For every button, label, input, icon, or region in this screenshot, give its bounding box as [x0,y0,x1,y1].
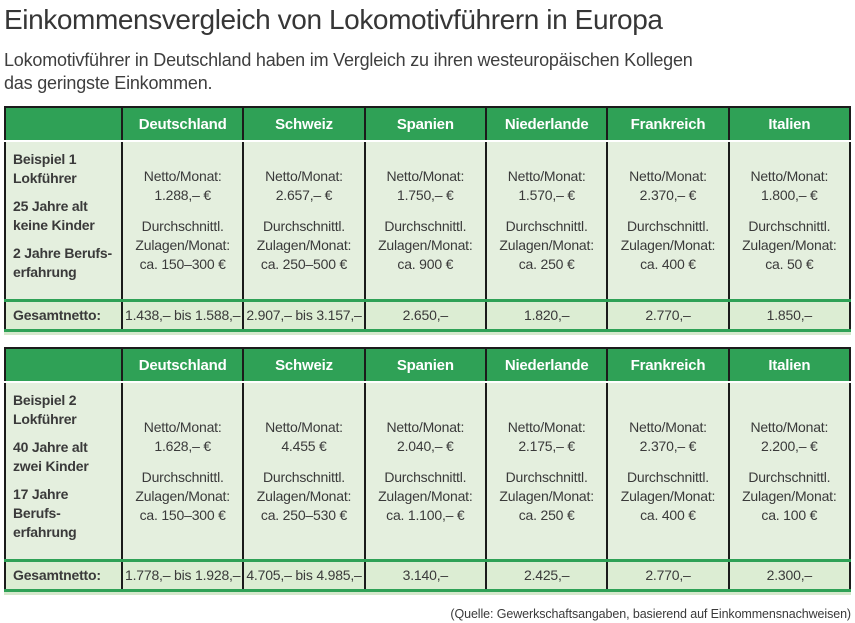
zulagen-label: Zulagen/Monat: [256,237,352,253]
country-data-cell-schweiz [243,141,364,301]
total-row [5,301,850,331]
profile-line: Lokführer [13,170,77,186]
profile-group [13,485,117,542]
source-note: (Quelle: Gewerkschaftsangaben, basierend auf Einkommensnachweisen) [450,607,851,621]
netto-value: 2.657,– € [275,187,333,203]
zulagen-label: Zulagen/Monat: [742,237,837,253]
profile-group [13,197,117,235]
income-table [4,106,851,332]
netto-value: 1.628,– € [154,437,211,454]
zulagen-value: ca. 400 € [640,506,696,523]
total-value-deutschland: 1.778,– bis 1.928,– [122,561,243,591]
zulagen-value: ca. 1.100,– € [386,506,465,523]
profile-line: erfahrung [13,264,77,280]
netto-value: 1.570,– € [518,187,575,203]
netto-label: Netto/Monat: [750,168,829,184]
netto-value: 4.455 € [281,437,327,454]
country-data-cell-spanien [365,141,486,301]
total-value-frankreich: 2.770,– [607,561,728,591]
zulagen-label: Zulagen/Monat: [135,487,230,504]
total-value-italien: 1.850,– [729,301,850,331]
total-value-deutschland: 1.438,– bis 1.588,– [122,301,243,331]
zulagen-label: Durchschnittl. [748,218,831,234]
netto-label: Netto/Monat: [750,418,829,435]
cell-spacer [610,205,725,217]
column-header-schweiz: Schweiz [243,107,364,141]
column-header-frankreich: Frankreich [607,107,728,141]
zulagen-label: Zulagen/Monat: [378,487,473,504]
total-row [5,561,850,591]
total-label: Gesamtnetto: [5,561,122,591]
profile-line: Beispiel 1 [13,151,77,167]
zulagen-label: Zulagen/Monat: [620,487,716,504]
country-data-cell-schweiz [243,382,364,561]
zulagen-label: Durchschnittl. [626,468,709,485]
netto-value: 1.750,– € [397,187,454,203]
zulagen-label: Durchschnittl. [262,218,345,234]
income-table-beispiel-1 [4,106,851,332]
zulagen-value: ca. 250 € [518,506,575,523]
column-header-frankreich: Frankreich [607,348,728,382]
netto-value: 1.800,– € [761,187,818,203]
zulagen-value: ca. 150–300 € [139,256,226,272]
column-header-niederlande: Niederlande [486,348,607,382]
total-value-italien: 2.300,– [729,561,850,591]
income-table-beispiel-2 [4,347,851,592]
column-header-spanien: Spanien [365,107,486,141]
zulagen-label: Zulagen/Monat: [499,237,594,253]
profile-group [13,150,117,188]
country-data-cell-deutschland [122,141,243,301]
cell-spacer [732,456,847,468]
zulagen-label: Durchschnittl. [505,218,588,234]
zulagen-value: ca. 250 € [518,256,575,272]
netto-label: Netto/Monat: [507,168,586,184]
profile-line: 2 Jahre Berufs- [13,245,112,261]
total-value-spanien: 3.140,– [365,561,486,591]
country-data-cell-niederlande [486,141,607,301]
total-value-schweiz: 4.705,– bis 4.985,– [243,561,364,591]
column-header-italien: Italien [729,107,850,141]
zulagen-label: Durchschnittl. [384,218,467,234]
zulagen-label: Durchschnittl. [262,468,345,485]
total-value-schweiz: 2.907,– bis 3.157,– [243,301,364,331]
cell-spacer [368,456,483,468]
column-header-italien: Italien [729,348,850,382]
zulagen-label: Durchschnittl. [748,468,831,485]
subtitle [4,49,851,95]
profile-line: Lokführer [13,411,77,427]
cell-spacer [610,456,725,468]
netto-label: Netto/Monat: [265,168,343,184]
country-data-cell-frankreich [607,141,728,301]
zulagen-label: Durchschnittl. [505,468,588,485]
country-data-cell-spanien [365,382,486,561]
zulagen-value: ca. 900 € [397,256,454,272]
netto-label: Netto/Monat: [386,168,465,184]
netto-label: Netto/Monat: [265,418,343,435]
column-header-schweiz: Schweiz [243,348,364,382]
cell-spacer [125,456,240,468]
netto-value: 2.370,– € [639,187,697,203]
total-value-frankreich: 2.770,– [607,301,728,331]
profile-line: 40 Jahre alt [13,439,88,455]
profile-cell [5,141,122,301]
zulagen-label: Durchschnittl. [626,218,709,234]
netto-value: 2.200,– € [761,437,818,454]
netto-value: 2.370,– € [639,437,697,454]
zulagen-label: Zulagen/Monat: [499,487,594,504]
profile-line: Beispiel 2 [13,392,77,408]
profile-line: 25 Jahre alt [13,198,88,214]
profile-line: zwei Kinder [13,458,89,474]
cell-spacer [489,456,604,468]
profile-group [13,244,117,282]
cell-spacer [246,205,361,217]
zulagen-value: ca. 400 € [640,256,696,272]
netto-label: Netto/Monat: [507,418,586,435]
total-value-niederlande: 1.820,– [486,301,607,331]
country-data-cell-italien [729,141,850,301]
zulagen-value: ca. 100 € [761,506,818,523]
netto-label: Netto/Monat: [629,168,707,184]
profile-group [13,438,117,476]
zulagen-label: Zulagen/Monat: [742,487,837,504]
total-value-spanien: 2.650,– [365,301,486,331]
income-table [4,347,851,592]
zulagen-value: ca. 250–530 € [260,506,348,523]
zulagen-label: Zulagen/Monat: [620,237,716,253]
country-data-cell-frankreich [607,382,728,561]
zulagen-value: ca. 50 € [765,256,814,272]
zulagen-label: Zulagen/Monat: [378,237,473,253]
zulagen-label: Durchschnittl. [141,218,224,234]
subtitle-line-1: Lokomotivführer in Deutschland haben im Vergleich zu ihren westeuropäischen Kollegen [4,50,693,70]
corner-cell [5,348,122,382]
subtitle-line-2: das geringste Einkommen. [4,73,213,93]
zulagen-label: Durchschnittl. [384,468,467,485]
column-header-spanien: Spanien [365,348,486,382]
cell-spacer [732,205,847,217]
column-header-niederlande: Niederlande [486,107,607,141]
column-header-deutschland: Deutschland [122,348,243,382]
country-data-cell-niederlande [486,382,607,561]
netto-value: 2.040,– € [397,437,454,454]
netto-value: 1.288,– € [154,187,211,203]
corner-cell [5,107,122,141]
cell-spacer [368,205,483,217]
netto-value: 2.175,– € [518,437,575,454]
total-value-niederlande: 2.425,– [486,561,607,591]
cell-spacer [246,456,361,468]
netto-label: Netto/Monat: [143,168,222,184]
zulagen-value: ca. 150–300 € [139,506,226,523]
profile-line: 17 Jahre Berufs- [13,486,69,521]
zulagen-label: Durchschnittl. [141,468,224,485]
cell-spacer [489,205,604,217]
total-label: Gesamtnetto: [5,301,122,331]
page-title: Einkommensvergleich von Lokomotivführern in Europa [4,4,663,35]
netto-label: Netto/Monat: [143,418,222,435]
country-data-cell-deutschland [122,382,243,561]
zulagen-label: Zulagen/Monat: [135,237,230,253]
profile-line: keine Kinder [13,217,95,233]
profile-line: erfahrung [13,524,77,540]
netto-label: Netto/Monat: [386,418,465,435]
zulagen-label: Zulagen/Monat: [256,487,352,504]
profile-group [13,391,117,429]
profile-cell [5,382,122,561]
cell-spacer [125,205,240,217]
country-data-cell-italien [729,382,850,561]
netto-label: Netto/Monat: [629,418,707,435]
zulagen-value: ca. 250–500 € [260,256,348,272]
column-header-deutschland: Deutschland [122,107,243,141]
